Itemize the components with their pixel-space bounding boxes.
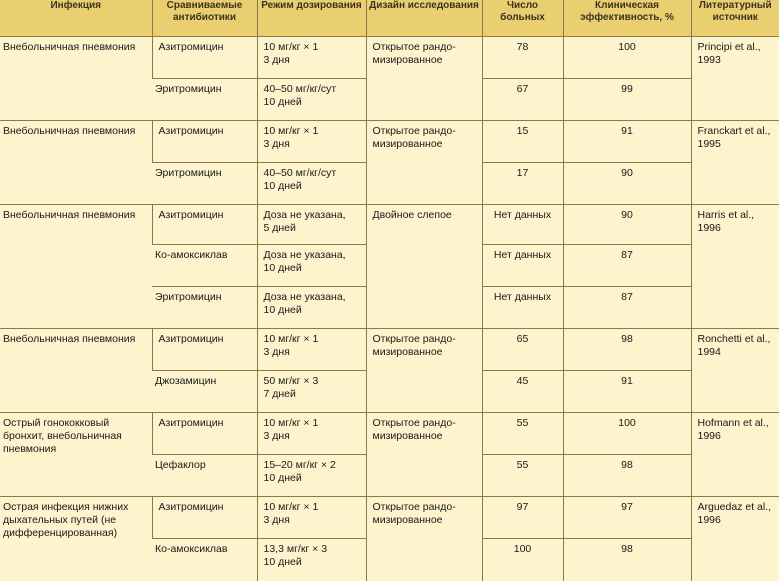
antibiotic-cell: Азитромицин — [152, 413, 257, 455]
table-row — [0, 37, 779, 79]
table-body — [0, 37, 779, 581]
dosing-cell: 15–20 мг/кг × 2 10 дней — [257, 455, 366, 497]
efficacy-cell: 98 — [563, 455, 691, 497]
infection-cell: Внебольничная пневмония — [0, 37, 152, 121]
patients-cell: 55 — [482, 455, 563, 497]
source-cell: Franckart et al., 1995 — [691, 121, 779, 205]
efficacy-cell: 100 — [563, 37, 691, 79]
header-design: Дизайн исследования — [366, 0, 482, 37]
efficacy-cell: 91 — [563, 121, 691, 163]
dosing-cell: Доза не указана, 5 дней — [257, 205, 366, 245]
efficacy-cell: 91 — [563, 371, 691, 413]
efficacy-cell: 100 — [563, 413, 691, 455]
dosing-cell: 10 мг/кг × 1 3 дня — [257, 37, 366, 79]
header-dosing: Режим дозирования — [257, 0, 366, 37]
header-infection: Инфекция — [0, 0, 152, 37]
source-cell: Principi et al., 1993 — [691, 37, 779, 121]
table-row — [0, 413, 779, 455]
dosing-cell: Доза не указана, 10 дней — [257, 287, 366, 329]
antibiotic-cell: Азитромицин — [152, 497, 257, 539]
dosing-cell: 40–50 мг/кг/сут 10 дней — [257, 79, 366, 121]
efficacy-cell: 97 — [563, 497, 691, 539]
design-cell: Открытое рандо-мизированное — [366, 413, 482, 497]
source-cell: Hofmann et al., 1996 — [691, 413, 779, 497]
source-cell: Arguedaz et al., 1996 — [691, 497, 779, 581]
dosing-cell: 10 мг/кг × 1 3 дня — [257, 413, 366, 455]
infection-cell: Внебольничная пневмония — [0, 205, 152, 329]
antibiotic-cell: Ко-амоксиклав — [152, 539, 257, 581]
header-efficacy: Клиническая эффективность, % — [563, 0, 691, 37]
table-row — [0, 329, 779, 371]
infection-cell: Внебольничная пневмония — [0, 329, 152, 413]
patients-cell: Нет данных — [482, 287, 563, 329]
header-antibiotics: Сравниваемые антибиотики — [152, 0, 257, 37]
design-cell: Открытое рандо-мизированное — [366, 37, 482, 121]
infection-cell: Внебольничная пневмония — [0, 121, 152, 205]
dosing-cell: 50 мг/кг × 3 7 дней — [257, 371, 366, 413]
antibiotic-cell: Ко-амоксиклав — [152, 245, 257, 287]
header-source: Литературный источник — [691, 0, 779, 37]
source-cell: Harris et al., 1996 — [691, 205, 779, 329]
design-cell: Открытое рандо-мизированное — [366, 121, 482, 205]
dosing-cell: Доза не указана, 10 дней — [257, 245, 366, 287]
dosing-cell: 10 мг/кг × 1 3 дня — [257, 329, 366, 371]
antibiotic-cell: Азитромицин — [152, 121, 257, 163]
efficacy-cell: 87 — [563, 245, 691, 287]
antibiotic-cell: Азитромицин — [152, 329, 257, 371]
antibiotic-cell: Эритромицин — [152, 163, 257, 205]
patients-cell: Нет данных — [482, 205, 563, 245]
patients-cell: 100 — [482, 539, 563, 581]
efficacy-cell: 90 — [563, 163, 691, 205]
antibiotic-cell: Азитромицин — [152, 37, 257, 79]
table-row — [0, 497, 779, 539]
design-cell: Открытое рандо-мизированное — [366, 497, 482, 581]
patients-cell: Нет данных — [482, 245, 563, 287]
table-row — [0, 205, 779, 245]
efficacy-cell: 90 — [563, 205, 691, 245]
patients-cell: 17 — [482, 163, 563, 205]
design-cell: Открытое рандо-мизированное — [366, 329, 482, 413]
antibiotic-cell: Азитромицин — [152, 205, 257, 245]
patients-cell: 67 — [482, 79, 563, 121]
header-row — [0, 0, 779, 37]
header-patients: Число больных — [482, 0, 563, 37]
dosing-cell: 10 мг/кг × 1 3 дня — [257, 497, 366, 539]
antibiotic-cell: Эритромицин — [152, 287, 257, 329]
patients-cell: 55 — [482, 413, 563, 455]
patients-cell: 45 — [482, 371, 563, 413]
efficacy-cell: 87 — [563, 287, 691, 329]
infection-cell: Острая инфекция нижних дыхательных путей (не дифференцированная) — [0, 497, 152, 581]
infection-cell: Острый гонококковый бронхит, внебольничная пневмония — [0, 413, 152, 497]
antibiotic-cell: Джозамицин — [152, 371, 257, 413]
efficacy-cell: 99 — [563, 79, 691, 121]
patients-cell: 65 — [482, 329, 563, 371]
efficacy-cell: 98 — [563, 329, 691, 371]
table-row — [0, 121, 779, 163]
antibiotic-cell: Цефаклор — [152, 455, 257, 497]
antibiotic-cell: Эритромицин — [152, 79, 257, 121]
dosing-cell: 40–50 мг/кг/сут 10 дней — [257, 163, 366, 205]
source-cell: Ronchetti et al., 1994 — [691, 329, 779, 413]
dosing-cell: 13,3 мг/кг × 3 10 дней — [257, 539, 366, 581]
patients-cell: 97 — [482, 497, 563, 539]
patients-cell: 78 — [482, 37, 563, 79]
patients-cell: 15 — [482, 121, 563, 163]
design-cell: Двойное слепое — [366, 205, 482, 329]
dosing-cell: 10 мг/кг × 1 3 дня — [257, 121, 366, 163]
efficacy-cell: 98 — [563, 539, 691, 581]
